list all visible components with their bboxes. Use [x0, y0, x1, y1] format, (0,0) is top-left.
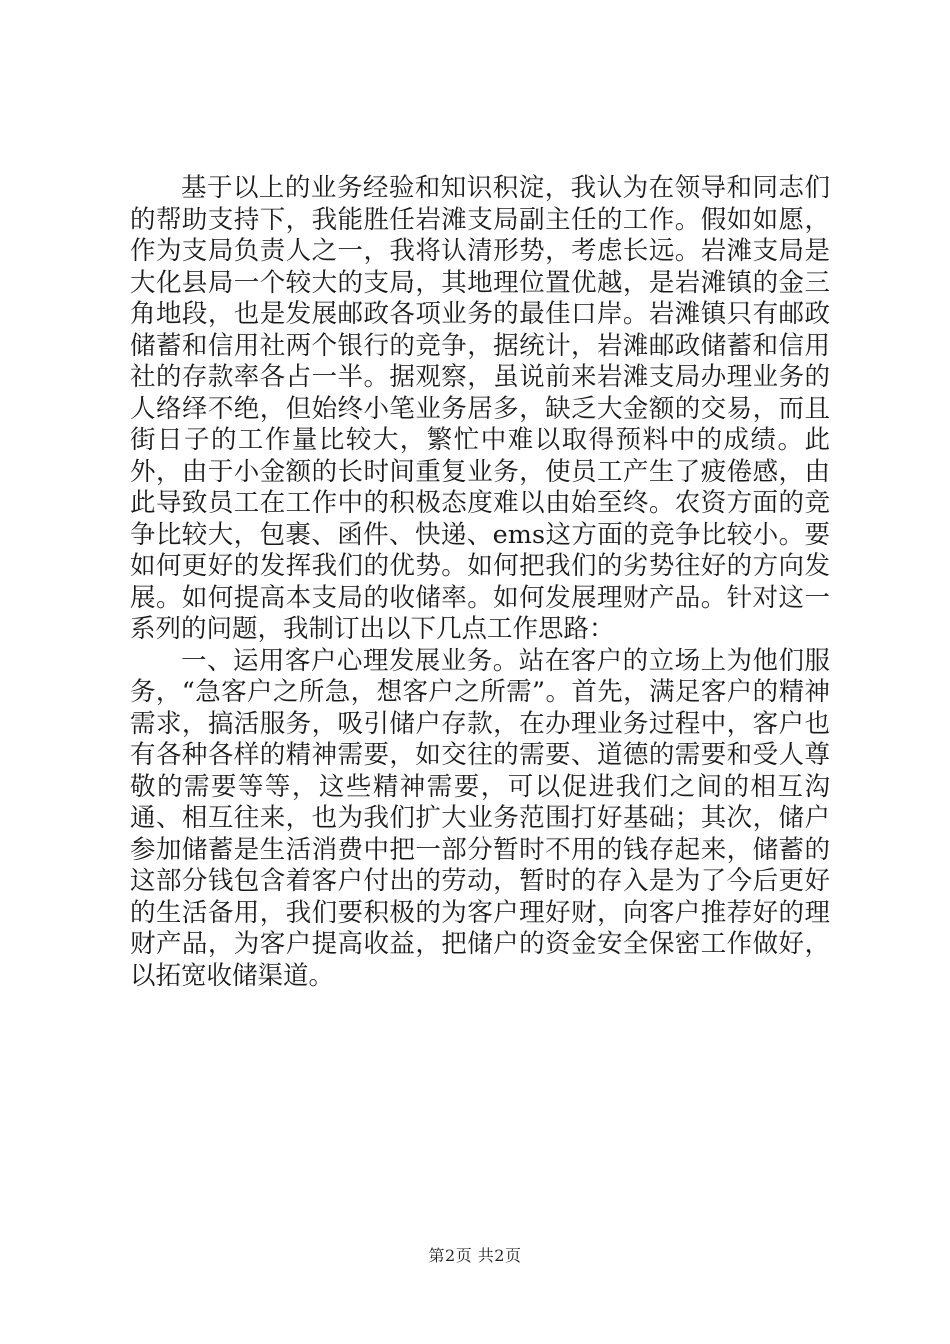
paragraph-intro: 基于以上的业务经验和知识积淀，我认为在领导和同志们的帮助支持下，我能胜任岩滩支局副主任的工作。假如如愿，作为支局负责人之一，我将认清形势，考虑长远。岩滩支局是大化县局一个较大的支局，其地理位置优越，是岩滩镇的金三角地段，也是发展邮政各项业务的最佳口岸。岩滩镇只有邮政储蓄和信用社两个银行的竞争，据统计，岩滩邮政储蓄和信用社的存款率各占一半。据观察，虽说前来岩滩支局办理业务的人络绎不绝，但始终小笔业务居多，缺乏大金额的交易，而且街日子的工作量比较大，繁忙中难以取得预料中的成绩。此外，由于小金额的长时间重复业务，使员工产生了疲倦感，由此导致员工在工作中的积极态度难以由始至终。农资方面的竞争比较大，包裹、函件、快递、ems这方面的竞争比较小。要如何更好的发挥我们的优势。如何把我们的劣势往好的方向发展。如何提高本支局的收储率。如何发展理财产品。针对这一系列的问题，我制订出以下几点工作思路：: [130, 173, 830, 644]
paragraph-point-one: 一、运用客户心理发展业务。站在客户的立场上为他们服务，“急客户之所急，想客户之所需”。首先，满足客户的精神需求，搞活服务，吸引储户存款，在办理业务过程中，客户也有各种各样的精神需要，如交往的需要、道德的需要和受人尊敬的需要等等，这些精神需要，可以促进我们之间的相互沟通、相互往来，也为我们扩大业务范围打好基础；其次，储户参加储蓄是生活消费中把一部分暂时不用的钱存起来，储蓄的这部分钱包含着客户付出的劳动，暂时的存入是为了今后更好的生活备用，我们要积极的为客户理好财，向客户推荐好的理财产品，为客户提高收益，把储户的资金安全保密工作做好，以拓宽收储渠道。: [130, 645, 830, 991]
page-number-footer: 第2页 共2页: [428, 1246, 522, 1265]
document-body: [130, 173, 830, 992]
